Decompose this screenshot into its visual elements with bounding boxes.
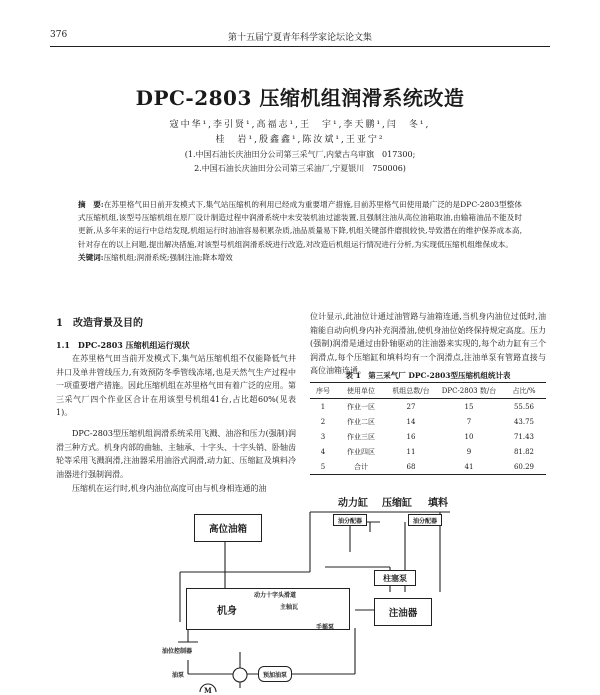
oil-pump-label: 油泵 [172,672,185,679]
table-cell: 10 [464,432,474,441]
injector-box: 注油器 [374,598,432,626]
table-cell: 27 [406,402,416,411]
table-cell: 81.82 [513,447,535,456]
packing-label: 填料 [428,498,448,509]
paper-title: DPC-2803 压缩机组润滑系统改造 [135,86,465,110]
table-header-cell: 机组总数/台 [386,383,436,399]
table-cell: 作业一区 [347,402,375,411]
hand-pump-label: 手摇泵 [316,624,335,631]
paragraph-right: 位计显示,此油位计通过油管路与油箱连通,当机身内油位过低时,油箱能自动向机身内补充润滑油,使机身油位始终保持规定高度。压力(强制)润滑是通过由卧轴驱动的注油器来实现的,每个动力缸有三个润滑点,每个压缩缸和填料均有一个润滑点,注油单泵有管路直接与高位油箱连通。 [310,312,546,376]
table-cell: 15 [464,402,474,411]
keywords-text: 压缩机组;润滑系统;强制注油;降本增效 [103,252,233,262]
table-cell: 作业四区 [347,447,375,456]
table-cell: 作业三区 [347,432,375,441]
pre-oil-pump-box: 预加油泵 [258,666,292,682]
table-row [310,399,546,415]
power-cylinder-label: 动力缸 [338,498,368,509]
subsection-heading: 1.1 DPC-2803 压缩机组运行现状 [56,340,190,350]
author-line-2: 桂 岩¹,殷鑫鑫¹,陈汝斌¹,王亚宁² [215,135,385,145]
running-header: 第十五届宁夏青年科学家论坛论文集 [227,33,372,43]
motor-label: M [204,686,212,695]
plunger-pump-box: 柱塞泵 [374,570,416,586]
distributor-box-1: 油分配器 [333,514,367,526]
table-cell: 60.29 [502,459,546,475]
table-cell: 11 [406,447,416,456]
table-row [310,459,546,475]
table-header-cell: 使用单位 [336,383,386,399]
table-header-cell: 序号 [310,383,336,399]
table-cell: 43.75 [513,417,535,426]
table-cell: 55.56 [513,402,535,411]
affiliation-2: 2.中国石油长庆油田分公司第三采油厂,宁夏银川 750006) [194,164,406,173]
keywords-label: 关键词: [78,252,104,262]
level-controller-label: 油位控制器 [162,648,193,655]
table-row [310,429,546,444]
table-cell: 1 [320,402,326,411]
table-cell: 16 [406,432,416,441]
table-cell: 3 [320,432,326,441]
table-cell: 9 [466,447,472,456]
table-cell: 71.43 [513,432,535,441]
author-line-1: 寇中华¹,李引贤¹,高福志¹,王 宇¹,李天鹏¹,闫 冬¹, [169,120,431,130]
machine-body-label: 机身 [217,605,237,617]
table-cell: 4 [320,447,326,456]
lubrication-diagram [150,492,460,695]
abstract-block [78,198,522,264]
table-header-cell: 占比/% [502,383,546,399]
high-level-tank-box: 高位油箱 [194,514,262,542]
abstract-label: 摘 要: [78,200,104,209]
table-cell: 41 [436,459,502,475]
main-bearing-label: 主轴瓦 [280,604,299,611]
table-cell: 5 [310,459,336,475]
table-cell: 7 [466,417,472,426]
abstract-text: 在苏里格气田日前开发模式下,集气站压缩机的利用已经成为重要增产措施,目前苏里格气田使用最广泛的是DPC-2803型整体式压缩机组,该型号压缩机组在原厂设计制造过程中润滑系统中未安装机油过滤装置,且强制注油从高位油箱取油,由输箱油品不能及时更新,从多年来的运行中总结发现,机组运行时油油容易积累杂质,油品质量易下降,机组关键部件磨损较快,导致潜在的维护保养成本高,针对存在的以上问题,提出解决措施,对该型号机组润滑系统进行改造,对改造后机组运行情况进行分析,为实现低压缩机组维保成本。 [78,200,522,249]
header-rule [50,46,550,47]
table-cell: 作业二区 [347,417,375,426]
paragraph-3: 压缩机在运行时,机身内油位高度可由与机身相连通的油 [72,484,267,493]
compress-cylinder-label: 压缩缸 [382,498,412,509]
table-cell: 14 [406,417,416,426]
distributor-box-2: 油分配器 [408,514,442,526]
affiliation-1: (1.中国石油长庆油田分公司第三采气厂,内蒙古乌审旗 017300; [184,150,416,159]
table-caption: 表 1 第三采气厂 DPC-2803型压缩机组统计表 [345,371,511,380]
page-number: 376 [50,30,68,40]
section-heading: 1 改造背景及目的 [56,318,143,329]
table-cell: 2 [320,417,326,426]
table-header-cell: DPC-2803 数/台 [436,383,502,399]
statistics-table [310,382,546,475]
crosshead-label: 动力十字头滑道 [254,592,297,599]
table-header-row [310,383,546,399]
table-row [310,444,546,459]
table-cell: 68 [386,459,436,475]
table-cell: 合计 [336,459,386,475]
paragraph-2: DPC-2803型压缩机组润滑系统采用飞溅、油浴和压力(强制)润滑三种方式。机身内部的曲轴、主轴承、十字头、十字头销、卧轴齿轮等采用飞溅润滑,注油器采用油浴式润滑,动力缸、压缩缸及填料冷油器进行强制润滑。 [56,429,296,479]
paragraph-1: 在苏里格气田当前开发模式下,集气站压缩机组不仅能降低气井井口及单井管线压力,有效预防冬季管线冻堵,也是天然气生产过程中一项重要增产措施。因此压缩机组在苏里格气田有着广泛的应用。第三采气厂四个作业区合计在用该型号机组41台,占比超60%(见表1)。 [56,354,296,418]
table-row [310,414,546,429]
